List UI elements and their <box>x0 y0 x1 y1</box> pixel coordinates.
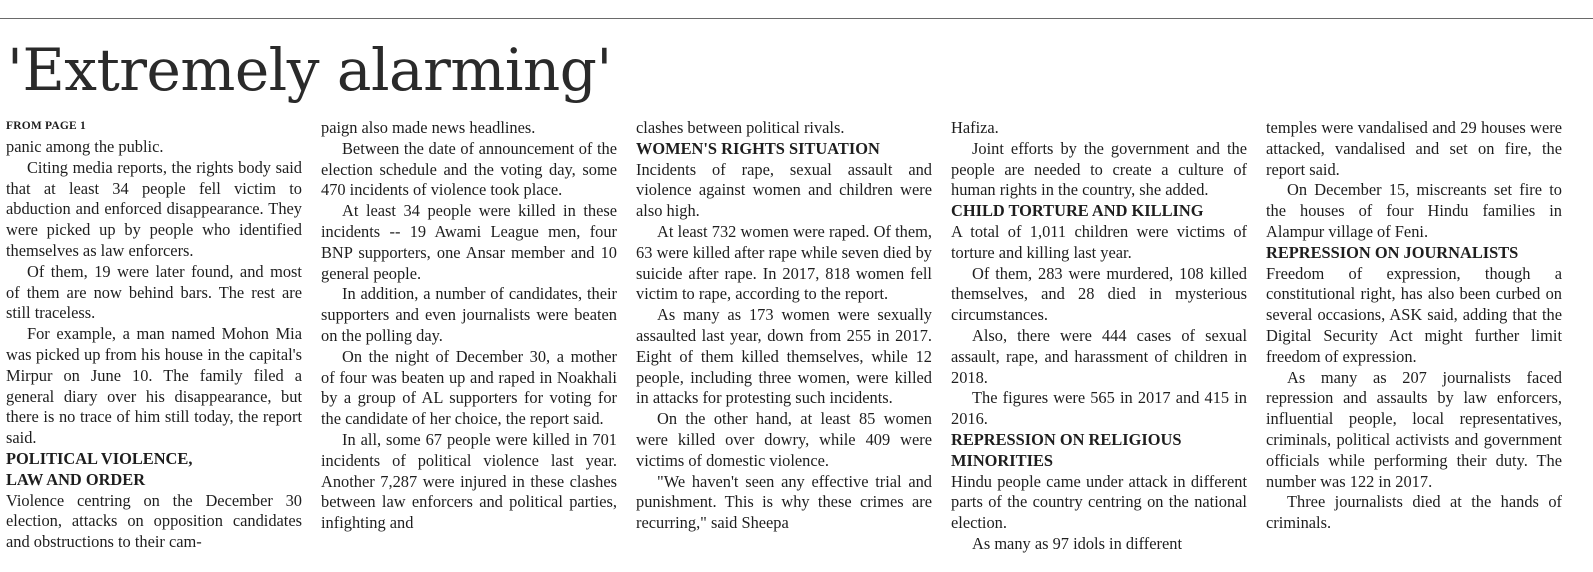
body-paragraph: For example, a man named Mohon Mia was picked up from his house in the capital's Mirpur on June 10. The family filed a general diary over his disappearance, but there is no trace of him still today, the report said. <box>6 324 302 448</box>
article-column-4 <box>951 118 1247 572</box>
body-paragraph: temples were vandalised and 29 houses were attacked, vandalised and set on fire, the report said. <box>1266 118 1562 179</box>
body-paragraph: Also, there were 444 cases of sexual assault, rape, and harassment of children in 2018. <box>951 325 1247 387</box>
body-paragraph: As many as 173 women were sexually assaulted last year, down from 255 in 2017. Eight of them killed themselves, while 12 people, including three women, were killed in attacks for protesting such incidents. <box>636 305 932 408</box>
section-subhead: REPRESSION ON RELIGIOUS MINORITIES <box>951 429 1182 470</box>
body-paragraph: Of them, 283 were murdered, 108 killed themselves, and 28 died in mysterious circumstances. <box>951 263 1247 325</box>
body-paragraph: The figures were 565 in 2017 and 415 in 2016. <box>951 388 1247 429</box>
body-paragraph: On the night of December 30, a mother of four was beaten up and raped in Noakhali by a group of AL supporters for voting for the candidate of her choice, the report said. <box>321 346 617 429</box>
body-paragraph: In all, some 67 people were killed in 701 incidents of political violence last year. Another 7,287 were injured in these clashes between law enforcers and political parties, infighting and <box>321 429 617 533</box>
body-paragraph: At least 732 women were raped. Of them, 63 were killed after rape while seven died by suicide after rape. In 2017, 818 women fell victim to rape, according to the report. <box>636 221 932 304</box>
body-paragraph: As many as 207 journalists faced repression and assaults by law enforcers, influential people, local representatives, criminals, political activists and government officials while performing their duty. The number was 122 in 2017. <box>1266 367 1562 491</box>
body-paragraph: A total of 1,011 children were victims of torture and killing last year. <box>951 221 1247 262</box>
article-column-1 <box>6 118 302 572</box>
body-paragraph: On December 15, miscreants set fire to the houses of four Hindu families in Alampur village of Feni. <box>1266 180 1562 241</box>
headline: 'Extremely alarming' <box>7 36 612 104</box>
body-paragraph: Joint efforts by the government and the people are needed to create a culture of human rights in the country, she added. <box>951 138 1247 200</box>
section-subhead: WOMEN'S RIGHTS SITUATION <box>636 138 880 158</box>
body-paragraph: Of them, 19 were later found, and most of them are now behind bars. The rest are still traceless. <box>6 261 302 323</box>
body-paragraph: paign also made news headlines. <box>321 118 536 137</box>
body-paragraph: clashes between political rivals. <box>636 118 845 137</box>
body-paragraph: As many as 97 idols in different <box>972 533 1183 553</box>
article-column-5 <box>1266 118 1562 572</box>
jump-kicker: FROM PAGE 1 <box>6 120 86 132</box>
article-column-3 <box>636 118 932 572</box>
body-paragraph: Between the date of announcement of the election schedule and the voting day, some 470 incidents of violence took place. <box>321 138 617 200</box>
section-subhead: POLITICAL VIOLENCE, <box>6 448 193 468</box>
body-paragraph: Citing media reports, the rights body said that at least 34 people fell victim to abduction and enforced disappearance. They were picked up by people who identified themselves as law enforcers. <box>6 157 302 260</box>
body-paragraph: Three journalists died at the hands of criminals. <box>1266 492 1562 533</box>
body-paragraph: panic among the public. <box>6 137 164 156</box>
body-paragraph: In addition, a number of candidates, their supporters and even journalists were beaten on the polling day. <box>321 284 617 345</box>
body-paragraph: Incidents of rape, sexual assault and violence against women and children were also high. <box>636 159 932 221</box>
body-paragraph: Freedom of expression, though a constitutional right, has also been curbed on several occasions, ASK said, adding that the Digital Security Act might further limit freedom of expression. <box>1266 263 1562 366</box>
top-rule <box>0 18 1593 19</box>
section-subhead: LAW AND ORDER <box>6 469 146 489</box>
body-paragraph: "We haven't seen any effective trial and punishment. This is why these crimes are recurring," said Sheepa <box>636 471 932 533</box>
body-paragraph: Hafiza. <box>951 118 999 137</box>
body-paragraph: At least 34 people were killed in these incidents -- 19 Awami League men, four BNP supporters, one Ansar member and 10 general people. <box>321 201 617 283</box>
body-paragraph: On the other hand, at least 85 women were killed over dowry, while 409 were victims of domestic violence. <box>636 409 932 470</box>
body-paragraph: Violence centring on the December 30 election, attacks on opposition candidates and obstructions to their cam- <box>6 490 302 552</box>
article-column-2 <box>321 118 617 572</box>
section-subhead: CHILD TORTURE AND KILLING <box>951 201 1204 221</box>
section-subhead: REPRESSION ON JOURNALISTS <box>1266 242 1519 262</box>
body-paragraph: Hindu people came under attack in different parts of the country centring on the national election. <box>951 471 1247 533</box>
